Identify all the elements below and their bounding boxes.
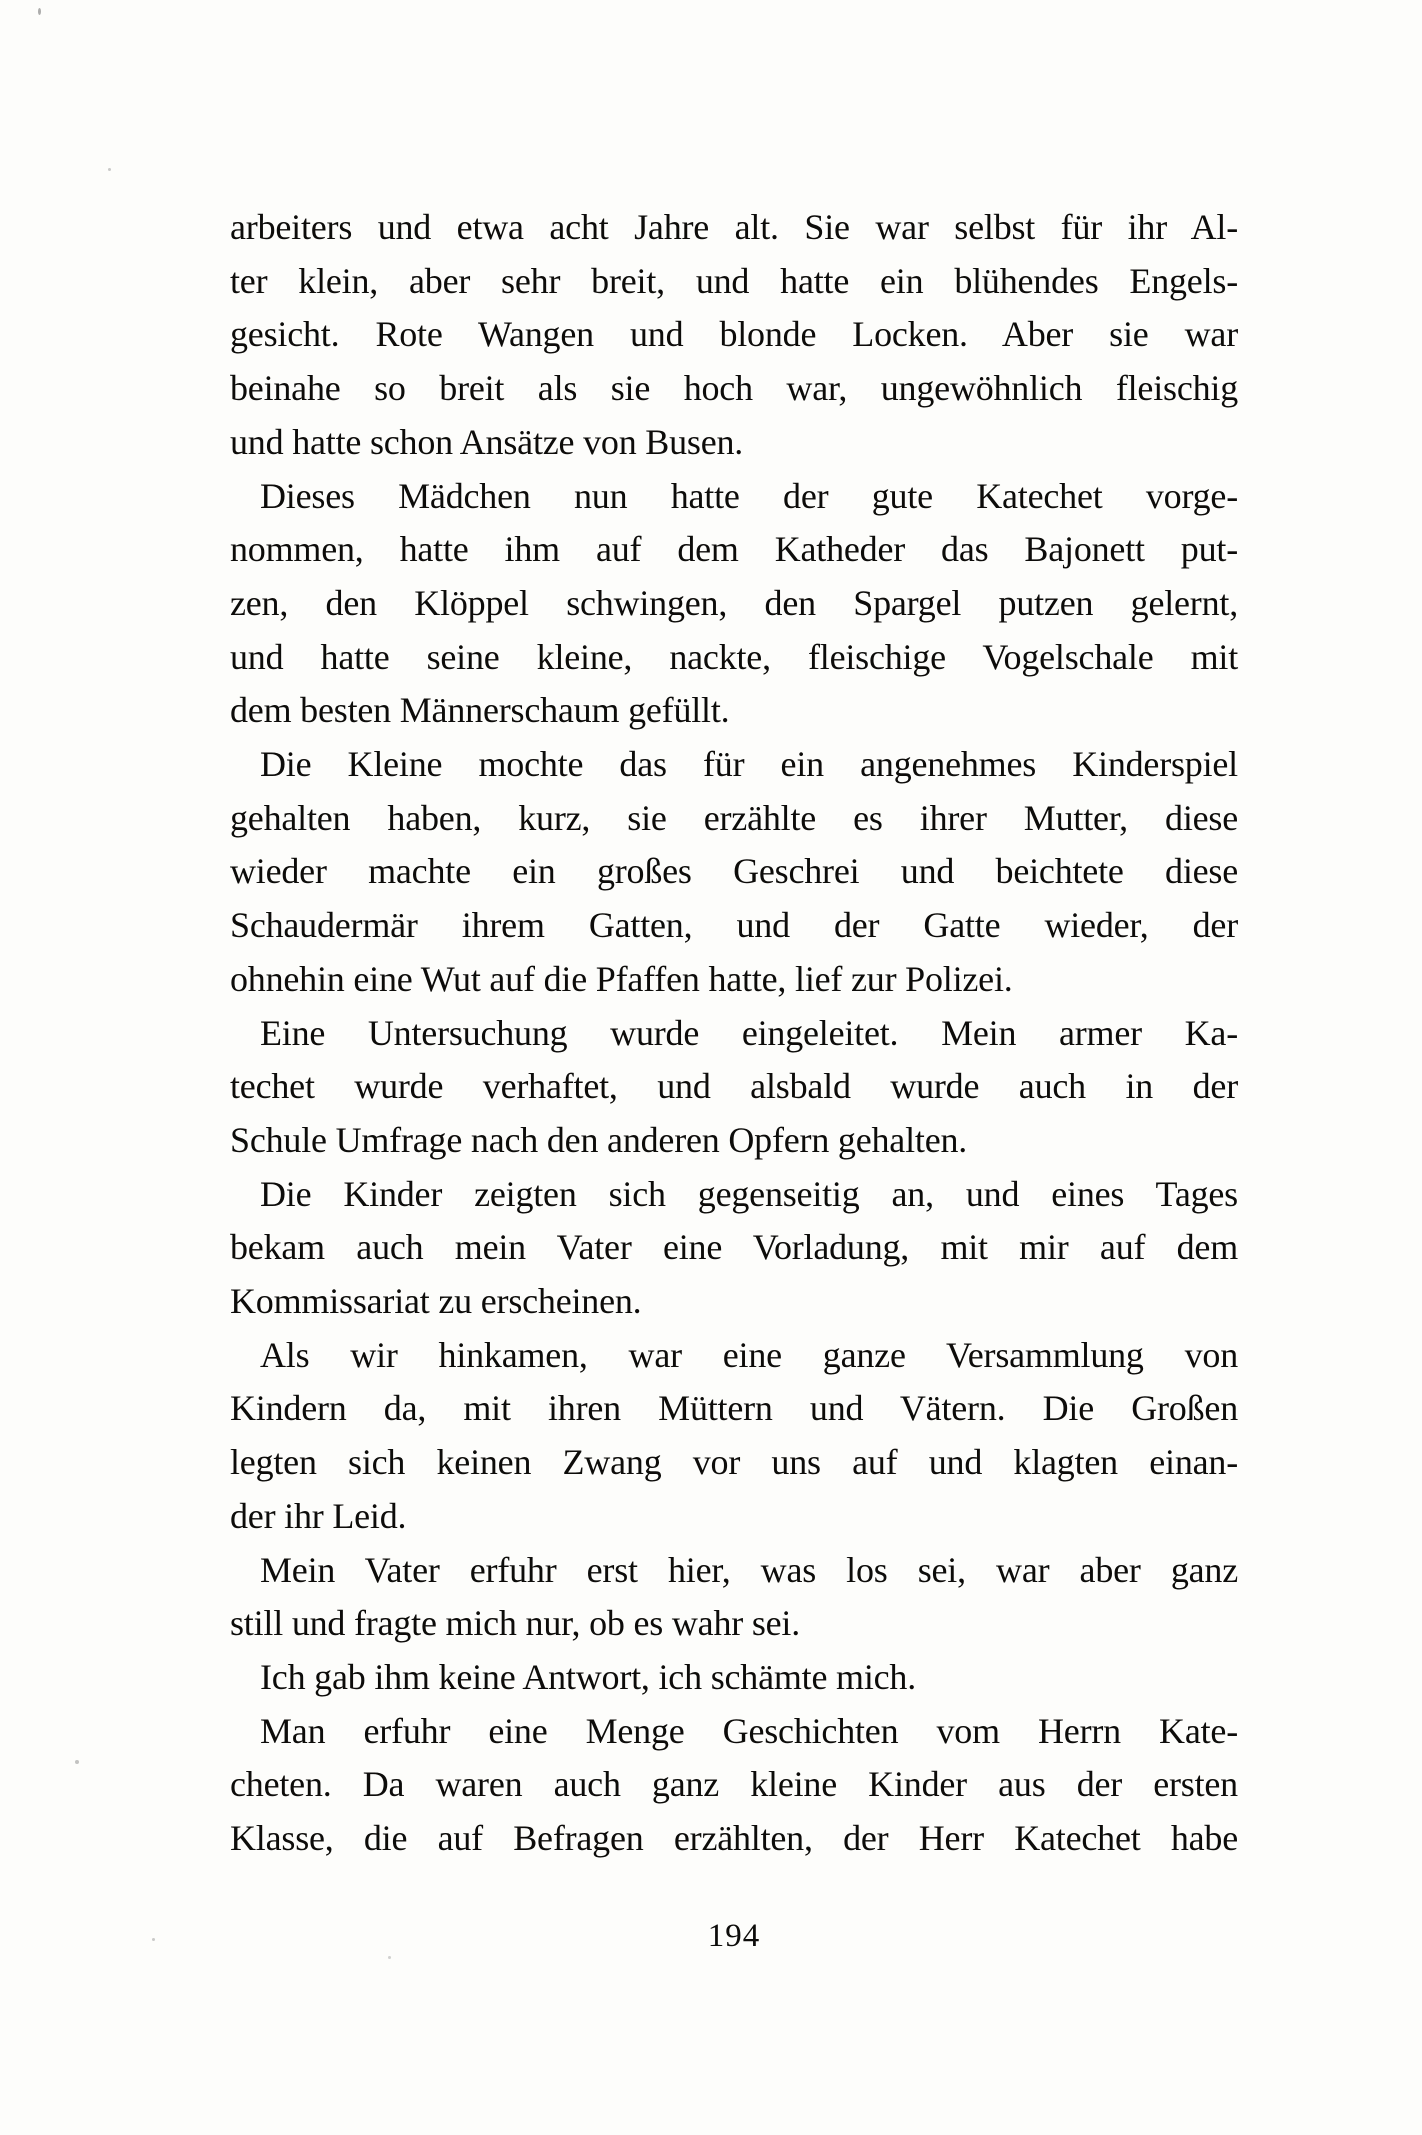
text-line: Kommissariat zu erscheinen.: [230, 1281, 642, 1322]
text-line: Klasse, die auf Befragen erzählten, der Herr Katechet habe: [230, 1818, 1238, 1859]
paragraph: [230, 201, 1238, 470]
text-line: Als wir hinkamen, war eine ganze Versammlung von: [260, 1334, 1238, 1375]
paragraph: [230, 1168, 1238, 1329]
paragraph: [230, 1329, 1238, 1544]
text-line: techet wurde verhaftet, und alsbald wurde auch in der: [230, 1066, 1238, 1107]
text-line: und hatte schon Ansätze von Busen.: [230, 421, 744, 462]
text-line: nommen, hatte ihm auf dem Katheder das Bajonett put-: [230, 529, 1238, 570]
paragraph: [230, 738, 1238, 1007]
text-line: wieder machte ein großes Geschrei und beichtete diese: [230, 851, 1238, 892]
text-line: Schaudermär ihrem Gatten, und der Gatte wieder, der: [230, 905, 1238, 946]
text-line: ter klein, aber sehr breit, und hatte ein blühendes Engels-: [230, 260, 1238, 301]
text-line: cheten. Da waren auch ganz kleine Kinder aus der ersten: [230, 1764, 1238, 1805]
text-line: und hatte seine kleine, nackte, fleischige Vogelschale mit: [230, 636, 1238, 677]
text-line: Dieses Mädchen nun hatte der gute Katechet vorge-: [260, 475, 1238, 516]
text-line: beinahe so breit als sie hoch war, ungewöhnlich fleischig: [230, 368, 1238, 409]
text-line: arbeiters und etwa acht Jahre alt. Sie war selbst für ihr Al-: [230, 207, 1238, 247]
text-line: gehalten haben, kurz, sie erzählte es ihrer Mutter, diese: [230, 797, 1238, 838]
text-line: dem besten Männerschaum gefüllt.: [230, 690, 730, 731]
text-line: Mein Vater erfuhr erst hier, was los sei, war aber ganz: [260, 1549, 1238, 1590]
text-line: Schule Umfrage nach den anderen Opfern gehalten.: [230, 1119, 968, 1160]
paragraph: [230, 1007, 1238, 1168]
scan-speck: [75, 1760, 79, 1764]
text-line: still und fragte mich nur, ob es wahr sei.: [230, 1603, 801, 1644]
text-line: ohnehin eine Wut auf die Pfaffen hatte, lief zur Polizei.: [230, 958, 1013, 999]
text-line: bekam auch mein Vater eine Vorladung, mit mir auf dem: [230, 1227, 1238, 1268]
text-line: gesicht. Rote Wangen und blonde Locken. Aber sie war: [230, 314, 1238, 355]
paragraph: [230, 470, 1238, 739]
text-line: Kindern da, mit ihren Müttern und Vätern. Die Großen: [230, 1388, 1238, 1429]
scan-speck: [152, 1938, 155, 1941]
page-number: 194: [707, 1918, 761, 1954]
text-line: Die Kinder zeigten sich gegenseitig an, und eines Tages: [260, 1173, 1238, 1214]
scan-speck: [108, 168, 111, 171]
paragraph: [230, 1544, 1238, 1651]
text-line: der ihr Leid.: [230, 1495, 407, 1536]
text-line: zen, den Klöppel schwingen, den Spargel putzen gelernt,: [230, 582, 1238, 623]
paragraph: [230, 1705, 1238, 1866]
body-text: [230, 201, 1238, 1866]
text-line: Ich gab ihm keine Antwort, ich schämte mich.: [260, 1656, 917, 1697]
text-line: legten sich keinen Zwang vor uns auf und klagten einan-: [230, 1442, 1238, 1483]
text-line: Die Kleine mochte das für ein angenehmes Kinderspiel: [260, 744, 1238, 785]
scan-speck: [38, 8, 41, 15]
text-line: Man erfuhr eine Menge Geschichten vom Herrn Kate-: [260, 1710, 1238, 1751]
scan-speck: [388, 1956, 391, 1959]
paragraph: [230, 1651, 1238, 1705]
text-line: Eine Untersuchung wurde eingeleitet. Mein armer Ka-: [260, 1012, 1238, 1053]
